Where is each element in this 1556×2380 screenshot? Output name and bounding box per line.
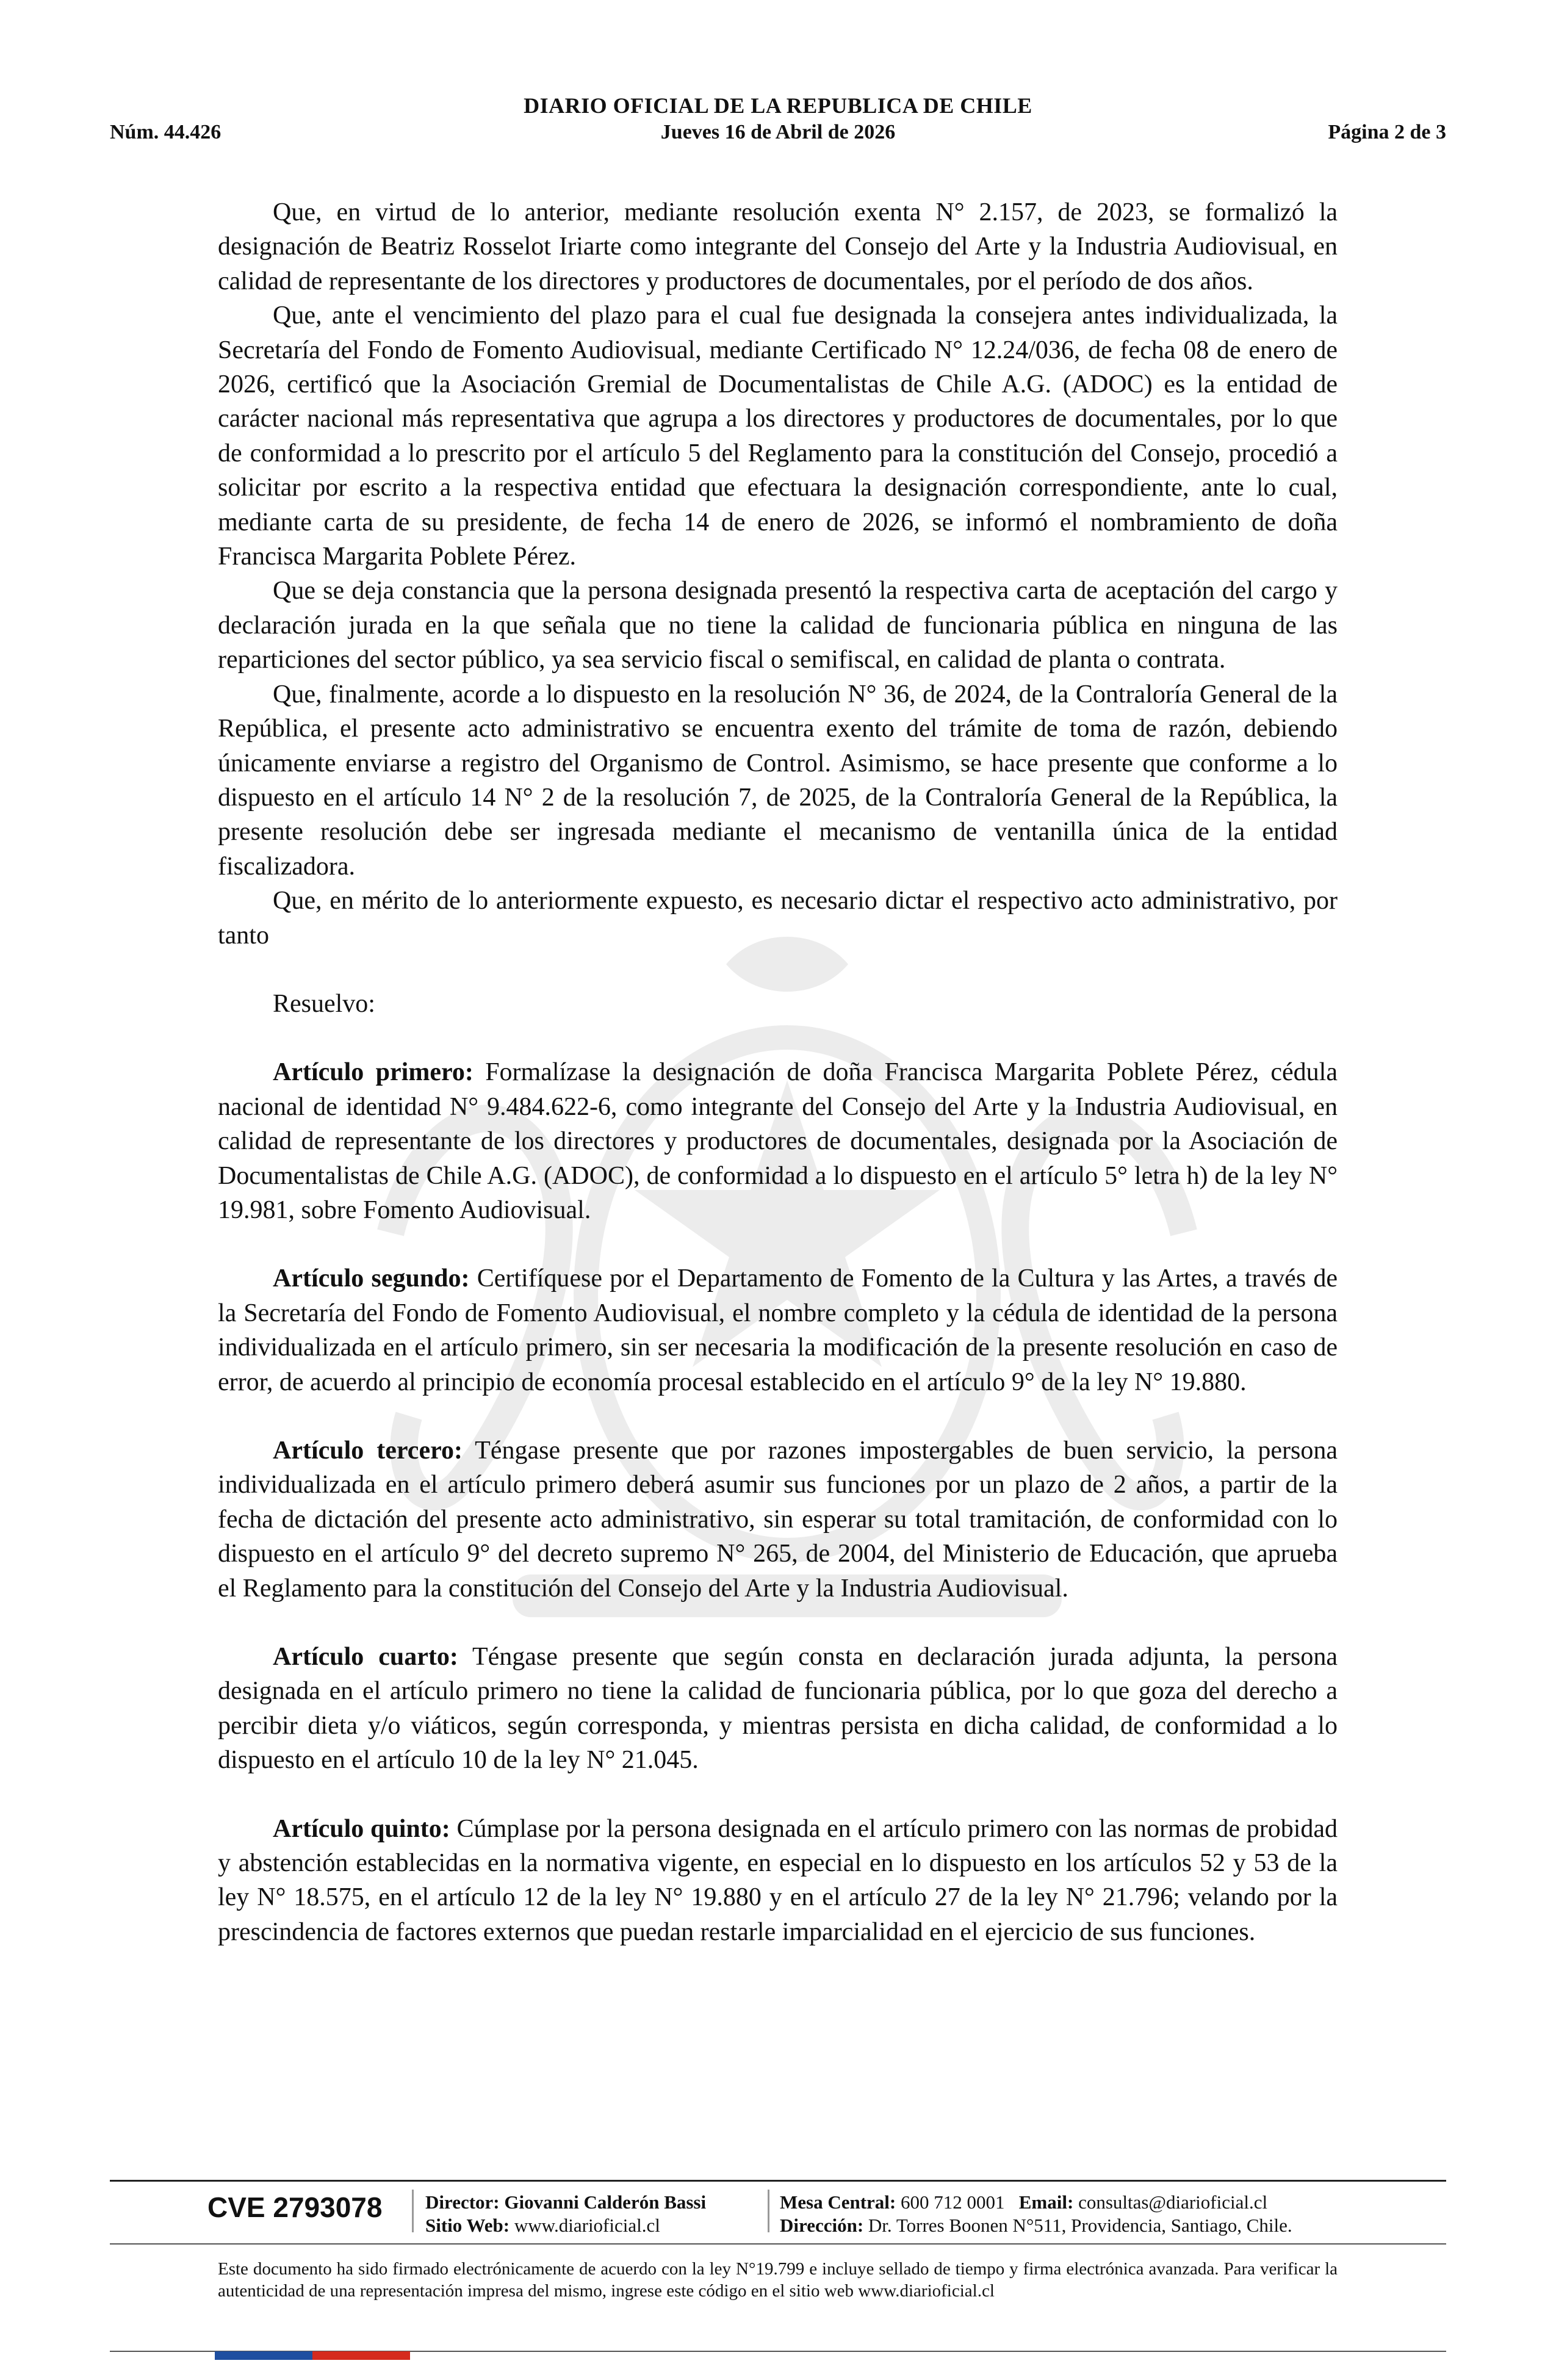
- article-label: Artículo primero:: [273, 1058, 474, 1087]
- article-4: [218, 1640, 1338, 1778]
- article-text: Téngase presente que por razones impostergables de buen servicio, la persona individualizada en el artículo primero deberá asumir sus funciones por un plazo de 2 años, a partir de la fecha de dictación del presente acto administrativo, sin esperar su total tramitación, de conformidad con lo dispuesto en el artículo 9° del decreto supremo N° 265, de 2004, del Ministerio de Educación, que aprueba el Reglamento para la constitución del Consejo del Arte y la Industria Audiovisual.: [218, 1437, 1338, 1603]
- footer-contact-block: [780, 2191, 1292, 2237]
- article-3: [218, 1433, 1338, 1606]
- article-text: Téngase presente que según consta en declaración jurada adjunta, la persona designada en el artículo primero no tiene la calidad de funcionaria pública, por lo que goza del derecho a percibir dieta y/o viáticos, según corresponda, y mientras persista en dicha calidad, de conformidad a lo dispuesto en el artículo 10 de la ley N° 21.045.: [218, 1643, 1338, 1775]
- address-text: Dr. Torres Boonen N°511, Providencia, Santiago, Chile.: [868, 2215, 1292, 2236]
- address-label: Dirección:: [780, 2215, 864, 2236]
- article-1: [218, 1055, 1338, 1227]
- article-5: [218, 1812, 1338, 1950]
- footer-separator: [412, 2190, 414, 2232]
- footer-director-block: [425, 2191, 706, 2237]
- website-link[interactable]: www.diarioficial.cl: [514, 2215, 660, 2236]
- email-link[interactable]: consultas@diarioficial.cl: [1078, 2191, 1268, 2213]
- paragraph: Que se deja constancia que la persona designada presentó la respectiva carta de aceptación del cargo y declaración jurada en la que señala que no tiene la calidad de funcionaria pública en ninguna de las reparticiones del sector público, ya sea servicio fiscal o semifiscal, en calidad de planta o contrata.: [218, 577, 1338, 674]
- article-label: Artículo tercero:: [273, 1437, 463, 1465]
- director-name: Giovanni Calderón Bassi: [504, 2191, 707, 2213]
- issue-number: Núm. 44.426: [110, 121, 222, 143]
- website-label: Sitio Web:: [425, 2215, 510, 2236]
- article-label: Artículo quinto:: [273, 1814, 450, 1843]
- header-row: [110, 121, 1446, 149]
- paragraph: Que, en mérito de lo anteriormente expuesto, es necesario dictar el respectivo acto administrativo, por tanto: [218, 887, 1338, 950]
- article-text: Cúmplase por la persona designada en el artículo primero con las normas de probidad y abstención establecidas en la normativa vigente, en especial en lo dispuesto en los artículos 52 y 53 de la ley N° 18.575, en el artículo 12 de la ley N° 19.880 y en el artículo 27 de la ley N° 21.796; velando por la prescindencia de factores externos que puedan restarle imparcialidad en el ejercicio de sus funciones.: [218, 1814, 1338, 1946]
- signature-note: Este documento ha sido firmado electrónicamente de acuerdo con la ley N°19.799 e incluye sellado de tiempo y firma electrónica avanzada. Para verificar la autenticidad de una representación impresa del mismo, ingrese este código en el sitio web www.diarioficial.cl: [218, 2259, 1338, 2301]
- resuelvo-heading: Resuelvo:: [273, 989, 375, 1018]
- phone-label: Mesa Central:: [780, 2191, 896, 2213]
- paragraph: Que, ante el vencimiento del plazo para el cual fue designada la consejera antes individualizada, la Secretaría del Fondo de Fomento Audiovisual, mediante Certificado N° 12.24/036, de fecha 08 de enero de 2026, certificó que la Asociación Gremial de Documentalistas de Chile A.G. (ADOC) es la entidad de carácter nacional más representativa que agrupa a los directores y productores de documentales, por lo que de conformidad a lo prescrito por el artículo 5 del Reglamento para la constitución del Consejo, procedió a solicitar por escrito a la respectiva entidad que efectuara la designación correspondiente, ante lo cual, mediante carta de su presidente, de fecha 14 de enero de 2026, se informó el nombramiento de doña Francisca Margarita Poblete Pérez.: [218, 301, 1338, 571]
- article-label: Artículo cuarto:: [273, 1643, 458, 1671]
- newspaper-title: DIARIO OFICIAL DE LA REPUBLICA DE CHILE: [524, 93, 1032, 118]
- document-body: [218, 195, 1338, 1949]
- email-label: Email:: [1018, 2191, 1074, 2213]
- paragraph: Que, finalmente, acorde a lo dispuesto en la resolución N° 36, de 2024, de la Contraloría General de la República, el presente acto administrativo se encuentra exento del trámite de toma de razón, debiendo únicamente enviarse a registro del Organismo de Control. Asimismo, se hace presente que conforme a lo dispuesto en el artículo 14 N° 2 de la resolución 7, de 2025, de la Contraloría General de la República, la presente resolución debe ser ingresada mediante el mecanismo de ventanilla única de la entidad fiscalizadora.: [218, 680, 1338, 881]
- flag-bar-blue: [215, 2351, 312, 2360]
- phone-number: 600 712 0001: [901, 2191, 1005, 2213]
- cve-code: CVE 2793078: [207, 2191, 383, 2223]
- footer-mid-divider: [110, 2243, 1446, 2245]
- footer-top-divider: [110, 2180, 1446, 2182]
- article-label: Artículo segundo:: [273, 1264, 470, 1293]
- article-text: Certifíquese por el Departamento de Fomento de la Cultura y las Artes, a través de la Secretaría del Fondo de Fomento Audiovisual, el nombre completo y la cédula de identidad de la persona individualizada en el artículo primero, sin ser necesaria la modificación de la presente resolución en caso de error, de acuerdo al principio de economía procesal establecido en el artículo 9° de la ley N° 19.880.: [218, 1264, 1338, 1396]
- paragraph: Que, en virtud de lo anterior, mediante resolución exenta N° 2.157, de 2023, se formalizó la designación de Beatriz Rosselot Iriarte como integrante del Consejo del Arte y la Industria Audiovisual, en calidad de representante de los directores y productores de documentales, por el período de dos años.: [218, 198, 1338, 295]
- page-number: Página 2 de 3: [1328, 121, 1446, 143]
- article-2: [218, 1261, 1338, 1399]
- article-text: Formalízase la designación de doña Francisca Margarita Poblete Pérez, cédula nacional de identidad N° 9.484.622-6, como integrante del Consejo del Arte y la Industria Audiovisual, en calidad de representante de los directores y productores de documentales, designada por la Asociación de Documentalistas de Chile A.G. (ADOC), de conformidad a lo dispuesto en el artículo 5° letra h) de la ley N° 19.981, sobre Fomento Audiovisual.: [218, 1058, 1338, 1224]
- director-label: Director:: [425, 2191, 500, 2213]
- issue-date: Jueves 16 de Abril de 2026: [660, 121, 896, 143]
- flag-bar-red: [312, 2351, 410, 2360]
- footer-separator: [768, 2190, 769, 2232]
